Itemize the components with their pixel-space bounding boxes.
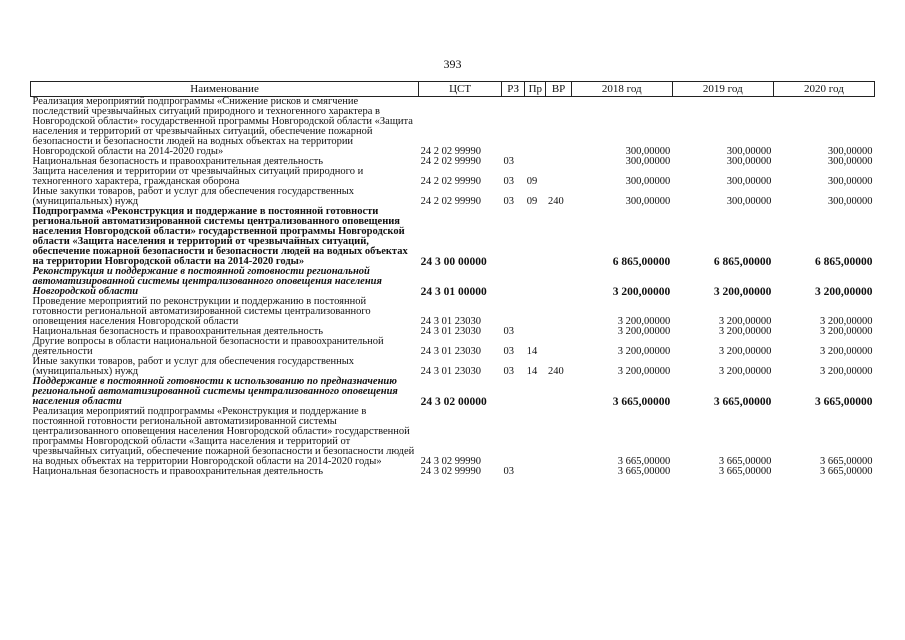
row-name: Национальная безопасность и правоохранительная деятельность [32, 326, 324, 337]
row-cst: 24 3 01 23030 [420, 326, 481, 337]
row-rz [502, 297, 525, 327]
table-header [31, 82, 875, 97]
row-vr [546, 167, 571, 187]
row-name: Проведение мероприятий по реконструкции и поддержанию в постоянной готовности региональной автоматизированной системы централизованного оповещения населения Новгородской области [32, 296, 371, 327]
row-vr [546, 377, 571, 407]
row-2020: 3 200,00000 [820, 346, 873, 357]
table-row-activity [31, 267, 875, 297]
header-2019: 2019 год [672, 82, 773, 97]
row-2018: 3 200,00000 [617, 326, 671, 337]
row-cst: 24 3 02 99990 [420, 456, 481, 467]
header-2020: 2020 год [773, 82, 874, 97]
table-row [31, 407, 875, 467]
table-row [31, 167, 875, 187]
row-name: Иные закупки товаров, работ и услуг для обеспечения государственных (муниципальных) нужд [32, 356, 355, 377]
row-pr: 14 [526, 346, 538, 357]
row-cst: 24 3 02 99990 [420, 466, 481, 477]
row-pr: 14 [526, 366, 538, 377]
row-2018: 3 665,00000 [617, 456, 671, 467]
header-pr: Пр [525, 82, 546, 97]
row-vr [546, 97, 571, 158]
row-vr [546, 407, 571, 467]
header-rz: РЗ [502, 82, 525, 97]
row-pr [525, 297, 546, 327]
row-2020: 3 200,00000 [815, 286, 873, 298]
row-2019: 3 665,00000 [718, 456, 772, 467]
row-rz: 03 [503, 346, 514, 357]
row-2018: 300,00000 [625, 156, 671, 167]
row-name: Национальная безопасность и правоохранительная деятельность [32, 466, 324, 477]
row-vr [546, 207, 571, 267]
row-vr [546, 267, 571, 297]
row-rz: 03 [503, 326, 514, 337]
row-2019: 3 200,00000 [713, 286, 772, 298]
row-rz [502, 407, 525, 467]
row-2020: 300,00000 [827, 196, 873, 207]
row-cst: 24 2 02 99990 [420, 156, 481, 167]
row-pr [525, 207, 546, 267]
row-2019: 300,00000 [726, 146, 772, 157]
row-pr [525, 377, 546, 407]
table-row [31, 357, 875, 377]
row-rz [502, 207, 525, 267]
row-2018: 3 200,00000 [617, 316, 671, 327]
row-name: Подпрограмма «Реконструкция и поддержание в постоянной готовности региональной автоматизированной системы централизованного оповещения населения Новгородской области» государственной программы Новгородской области «Защита населения и территорий от чрезвычайных ситуаций, обеспечение пожарной безопасности и безопасности людей на водных объектах на территории Новгородской области на 2014-2020 годы» [32, 206, 408, 267]
row-2018: 6 865,00000 [612, 256, 671, 268]
row-2018: 300,00000 [625, 176, 671, 187]
row-2018: 300,00000 [625, 196, 671, 207]
row-rz: 03 [503, 466, 514, 477]
table-row [31, 337, 875, 357]
row-name: Поддержание в постоянной готовности к использованию по предназначению региональной автоматизированной системы централизованного оповещения населения области [32, 376, 398, 407]
row-vr: 240 [547, 366, 564, 377]
row-2018: 3 665,00000 [612, 396, 671, 408]
row-pr [525, 467, 546, 477]
row-2018: 3 665,00000 [617, 466, 671, 477]
row-2018: 3 200,00000 [617, 366, 671, 377]
row-2018: 3 200,00000 [617, 346, 671, 357]
header-name: Наименование [31, 82, 419, 97]
page-number: 393 [443, 57, 462, 71]
row-2020: 3 200,00000 [820, 316, 873, 327]
row-2020: 300,00000 [827, 156, 873, 167]
row-rz: 03 [503, 196, 514, 207]
row-2020: 6 865,00000 [815, 256, 873, 268]
row-name: Другие вопросы в области национальной безопасности и правоохранительной деятельности [32, 336, 384, 357]
table-row [31, 187, 875, 207]
row-2019: 3 200,00000 [718, 366, 772, 377]
row-2018: 3 200,00000 [612, 286, 671, 298]
row-pr: 09 [526, 196, 538, 207]
row-name: Реализация мероприятий подпрограммы «Снижение рисков и смягчение последствий чрезвычайных ситуаций природного и техногенного характера в Новгородской области» государственной программы Новгородской области «Защита населения и территорий от чрезвычайных ситуаций, обеспечение пожарной безопасности и безопасности людей на водных объектах на территории Новгородской области на 2014-2020 годы» [32, 96, 413, 157]
row-2019: 300,00000 [726, 176, 772, 187]
row-2020: 3 200,00000 [820, 366, 873, 377]
row-pr: 09 [526, 176, 538, 187]
row-2020: 3 200,00000 [820, 326, 873, 337]
row-2019: 6 865,00000 [713, 256, 772, 268]
row-vr [546, 337, 571, 357]
row-vr [546, 327, 571, 337]
row-cst: 24 2 02 99990 [420, 146, 481, 157]
row-2019: 300,00000 [726, 196, 772, 207]
row-rz [502, 97, 525, 158]
row-pr [525, 97, 546, 158]
row-rz: 03 [503, 156, 514, 167]
row-2020: 300,00000 [827, 176, 873, 187]
header-cst: ЦСТ [419, 82, 502, 97]
row-vr: 240 [547, 196, 564, 207]
header-2018: 2018 год [571, 82, 672, 97]
row-2018: 300,00000 [625, 146, 671, 157]
row-name: Реконструкция и поддержание в постоянной готовности региональной автоматизированной системы централизованного оповещения населения Новгородской области [32, 266, 382, 297]
row-2020: 3 665,00000 [815, 396, 873, 408]
table-body [31, 97, 875, 478]
row-2019: 3 200,00000 [718, 316, 772, 327]
table-row-subprogram [31, 207, 875, 267]
row-vr [546, 467, 571, 477]
row-cst: 24 3 00 00000 [420, 256, 487, 268]
row-2019: 3 665,00000 [718, 466, 772, 477]
row-rz: 03 [503, 176, 514, 187]
table-row [31, 97, 875, 158]
header-vr: ВР [546, 82, 571, 97]
row-rz [502, 377, 525, 407]
header-row [31, 82, 875, 97]
row-pr [525, 267, 546, 297]
row-pr [525, 407, 546, 467]
row-cst: 24 3 01 23030 [420, 366, 481, 377]
table-row-activity [31, 377, 875, 407]
row-2020: 3 665,00000 [820, 456, 873, 467]
row-cst: 24 3 01 23030 [420, 346, 481, 357]
row-vr [546, 157, 571, 167]
table-row [31, 467, 875, 477]
row-cst: 24 2 02 99990 [420, 176, 481, 187]
row-name: Защита населения и территории от чрезвычайных ситуаций природного и техногенного характера, гражданская оборона [32, 166, 364, 187]
row-rz [502, 267, 525, 297]
row-rz: 03 [503, 366, 514, 377]
row-vr [546, 297, 571, 327]
row-cst: 24 3 01 00000 [420, 286, 487, 298]
row-cst: 24 3 01 23030 [420, 316, 481, 327]
row-cst: 24 3 02 00000 [420, 396, 487, 408]
row-2019: 300,00000 [726, 156, 772, 167]
row-2019: 3 200,00000 [718, 346, 772, 357]
table-row [31, 297, 875, 327]
row-2019: 3 200,00000 [718, 326, 772, 337]
row-name: Реализация мероприятий подпрограммы «Реконструкция и поддержание в постоянной готовности региональной автоматизированной системы централизованного оповещения населения Новгородской области» государственной программы Новгородской области «Защита населения и территорий от чрезвычайных ситуаций, обеспечение пожарной безопасности и безопасности людей на водных объектах на территории Новгородской области на 2014-2020 годы» [32, 406, 415, 467]
row-pr [525, 327, 546, 337]
row-2019: 3 665,00000 [713, 396, 772, 408]
row-name: Иные закупки товаров, работ и услуг для обеспечения государственных (муниципальных) нужд [32, 186, 355, 207]
row-name: Национальная безопасность и правоохранительная деятельность [32, 156, 324, 167]
budget-table [30, 81, 875, 477]
row-cst: 24 2 02 99990 [420, 196, 481, 207]
row-2020: 300,00000 [827, 146, 873, 157]
row-pr [525, 157, 546, 167]
row-2020: 3 665,00000 [820, 466, 873, 477]
